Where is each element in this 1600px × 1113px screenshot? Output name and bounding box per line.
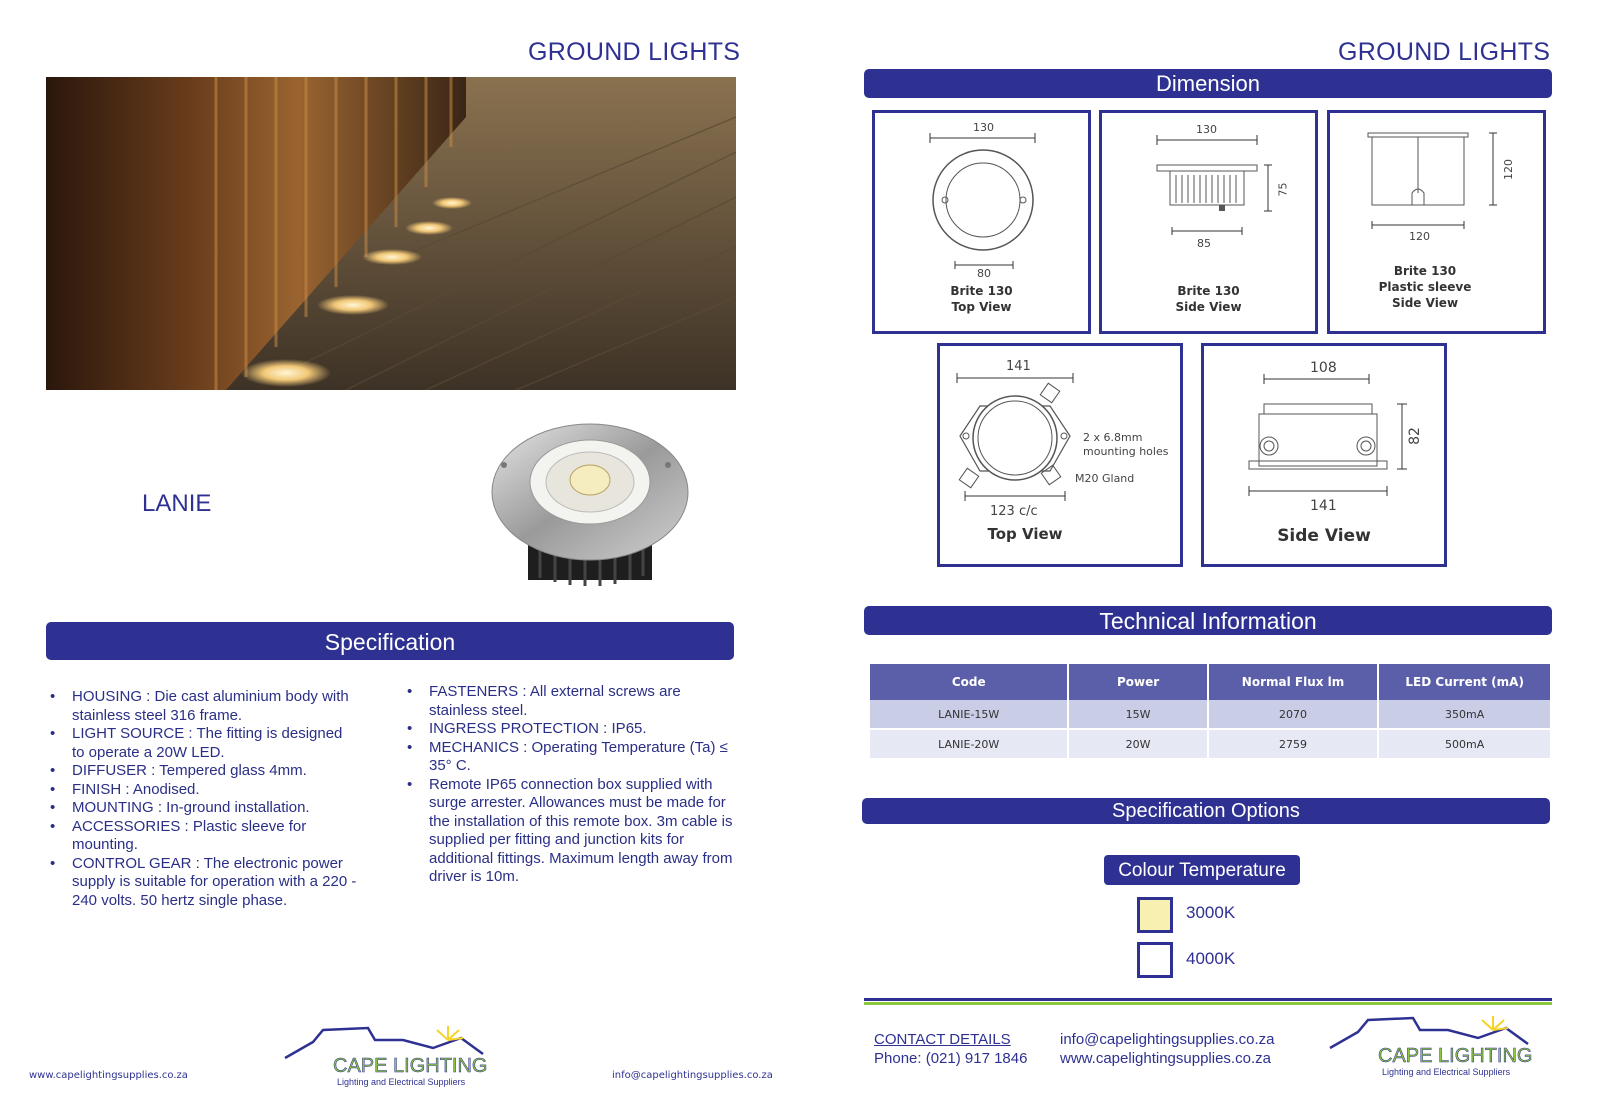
cape-lighting-logo-right — [1328, 1012, 1538, 1082]
spec-item: • MOUNTING : In-ground installation. — [48, 799, 358, 818]
drawing-junction-top-view — [937, 343, 1183, 567]
table-header: Normal Flux lm — [1208, 664, 1379, 700]
left-page-title: GROUND LIGHTS — [528, 38, 741, 66]
logo-tagline: Lighting and Electrical Suppliers — [1382, 1067, 1511, 1077]
dim-label: 108 — [1310, 360, 1337, 376]
dim-label: 141 — [1310, 498, 1337, 514]
colour-option-label: 4000K — [1186, 949, 1236, 968]
dim-label: 85 — [1197, 237, 1211, 250]
footer-divider-green — [864, 1002, 1552, 1005]
dimension-heading: Dimension — [864, 69, 1552, 98]
contact-phone[interactable]: Phone: (021) 917 1846 — [874, 1050, 1028, 1067]
footer-website[interactable]: www.capelightingsupplies.co.za — [29, 1070, 188, 1081]
spec-item: • ACCESSORIES : Plastic sleeve for mounting. — [48, 818, 358, 855]
drawing-side-view-130 — [1099, 110, 1318, 334]
dim-label: 82 — [1406, 427, 1423, 445]
spec-item: • Remote IP65 connection box supplied with surge arrester. Allowances must be made for the installation of this remote box. 3m cable is supplied per fitting and junction kits for additional fittings. Maximum length away from driver is 10m. — [405, 776, 735, 887]
drawing-junction-side-view — [1201, 343, 1447, 567]
colour-swatch-3000k[interactable] — [1137, 897, 1173, 933]
dim-label: 123 c/c — [990, 504, 1038, 519]
spec-item: • CONTROL GEAR : The electronic power supply is suitable for operation with a 220 - 240 volts. 50 hertz single phase. — [48, 855, 358, 911]
drawing-note: mounting holes — [1083, 445, 1169, 458]
colour-swatch-4000k[interactable] — [1137, 942, 1173, 978]
tech-table — [870, 664, 1550, 760]
table-cell: 350mA — [1378, 700, 1550, 729]
spec-list-col2 — [405, 683, 735, 887]
drawing-caption: Side View — [1175, 300, 1242, 314]
table-cell: 15W — [1068, 700, 1207, 729]
spec-item: • INGRESS PROTECTION : IP65. — [405, 720, 735, 739]
table-header: Code — [870, 664, 1068, 700]
table-row — [870, 729, 1550, 759]
logo-text: CAPE LIGHTING — [333, 1055, 488, 1077]
drawing-note: M20 Gland — [1075, 472, 1135, 485]
contact-website[interactable]: www.capelightingsupplies.co.za — [1060, 1050, 1271, 1067]
spec-item: • HOUSING : Die cast aluminium body with stainless steel 316 frame. — [48, 688, 358, 725]
right-page-title: GROUND LIGHTS — [1338, 38, 1551, 66]
product-photo — [490, 410, 710, 600]
dim-label: 80 — [977, 267, 991, 280]
spec-item: • LIGHT SOURCE : The fitting is designed to operate a 20W LED. — [48, 725, 358, 762]
drawing-caption: Plastic sleeve — [1378, 280, 1472, 294]
colour-option-label: 3000K — [1186, 903, 1236, 922]
drawing-caption: Side View — [1277, 526, 1371, 546]
specification-options-heading: Specification Options — [862, 798, 1550, 824]
contact-email[interactable]: info@capelightingsupplies.co.za — [1060, 1031, 1275, 1048]
dim-label: 120 — [1409, 230, 1430, 243]
drawing-caption: Top View — [951, 300, 1012, 314]
dim-label: 120 — [1502, 159, 1515, 180]
dim-label: 75 — [1276, 182, 1290, 197]
drawing-top-view-130 — [872, 110, 1091, 334]
drawing-caption: Brite 130 — [1393, 264, 1457, 278]
spec-item: • FASTENERS : All external screws are stainless steel. — [405, 683, 735, 720]
table-cell: 2070 — [1208, 700, 1379, 729]
dim-label: 141 — [1006, 359, 1031, 374]
cape-lighting-logo-left — [283, 1022, 493, 1092]
technical-information-heading: Technical Information — [864, 606, 1552, 635]
dim-label: 130 — [1196, 123, 1217, 136]
table-header: LED Current (mA) — [1378, 664, 1550, 700]
spec-list-col1 — [48, 688, 358, 910]
product-name: LANIE — [142, 490, 212, 517]
footer-email[interactable]: info@capelightingsupplies.co.za — [612, 1070, 773, 1081]
drawing-note: 2 x 6.8mm — [1083, 431, 1143, 444]
drawing-plastic-sleeve — [1327, 110, 1546, 334]
table-header: Power — [1068, 664, 1207, 700]
table-cell: 20W — [1068, 729, 1207, 759]
table-cell: LANIE-20W — [870, 729, 1068, 759]
drawing-caption: Side View — [1391, 296, 1459, 310]
drawing-caption: Brite 130 — [1177, 284, 1240, 298]
table-row — [870, 700, 1550, 729]
spec-item: • FINISH : Anodised. — [48, 781, 358, 800]
spec-item: • DIFFUSER : Tempered glass 4mm. — [48, 762, 358, 781]
hero-photo — [46, 77, 736, 390]
table-cell: 2759 — [1208, 729, 1379, 759]
logo-text: CAPE LIGHTING — [1378, 1045, 1533, 1067]
dim-label: 130 — [973, 121, 994, 134]
table-cell: 500mA — [1378, 729, 1550, 759]
footer-divider-blue — [864, 998, 1552, 1001]
contact-heading: CONTACT DETAILS — [874, 1031, 1011, 1048]
specification-heading: Specification — [46, 622, 734, 660]
spec-item: • MECHANICS : Operating Temperature (Ta) ≤ 35° C. — [405, 739, 735, 776]
colour-temperature-heading: Colour Temperature — [1104, 855, 1300, 885]
logo-tagline: Lighting and Electrical Suppliers — [337, 1077, 466, 1087]
drawing-caption: Brite 130 — [950, 284, 1013, 298]
table-cell: LANIE-15W — [870, 700, 1068, 729]
drawing-caption: Top View — [987, 525, 1063, 543]
